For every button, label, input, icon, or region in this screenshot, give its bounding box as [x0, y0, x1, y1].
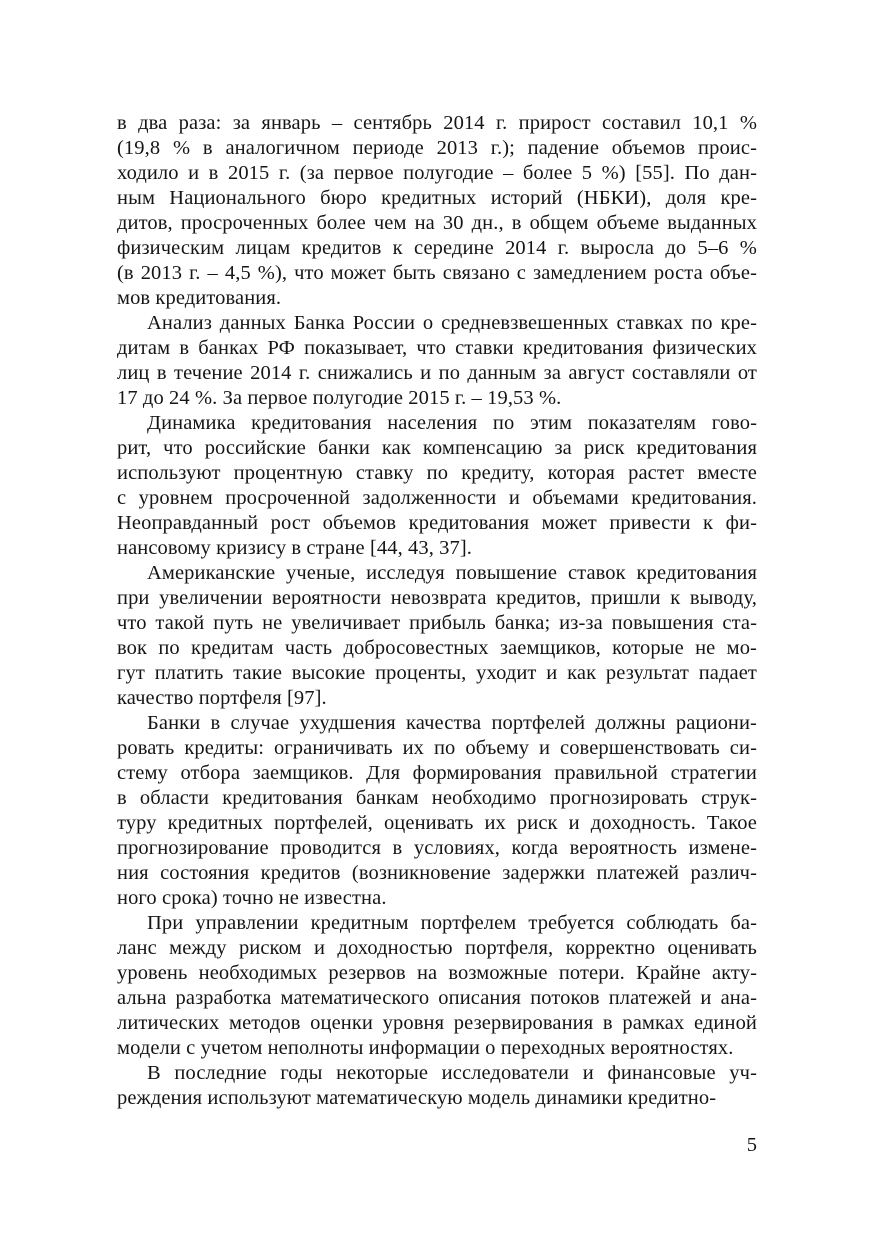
text-line: Анализ данных Банка России о средневзвешенных ставках по кре- [147, 312, 757, 334]
text-line: ровать кредиты: ограничивать их по объему и совершенствовать си- [117, 737, 757, 759]
text-line: рит, что российские банки как компенсацию за риск кредитования [117, 437, 757, 459]
text-line: гут платить такие высокие проценты, уходит и как результат падает [117, 662, 757, 684]
text-line: в два раза: за январь – сентябрь 2014 г. прирост составил 10,1 % [117, 112, 757, 134]
text-line: прогнозирование проводится в условиях, когда вероятность измене- [117, 837, 757, 859]
text-line: ния состояния кредитов (возникновение задержки платежей различ- [117, 862, 757, 884]
text-line: уровень необходимых резервов на возможные потери. Крайне акту- [117, 962, 757, 984]
paragraph [117, 911, 757, 1061]
text-line: используют процентную ставку по кредиту, которая растет вместе [117, 462, 757, 484]
text-line: литических методов оценки уровня резервирования в рамках единой [117, 1012, 757, 1034]
text-line: Американские ученые, исследуя повышение ставок кредитования [147, 562, 757, 584]
text-line: вок по кредитам часть добросовестных заемщиков, которые не мо- [117, 637, 757, 659]
text-line: Неоправданный рост объемов кредитования может привести к фи- [117, 512, 757, 534]
text-line: ным Национального бюро кредитных историй (НБКИ), доля кре- [117, 187, 757, 209]
text-line: качество портфеля [97]. [117, 687, 327, 709]
text-line: с уровнем просроченной задолженности и объемами кредитования. [117, 487, 757, 509]
text-line: реждения используют математическую модель динамики кредитно- [117, 1087, 717, 1109]
text-line: (в 2013 г. – 4,5 %), что может быть связано с замедлением роста объе- [117, 262, 757, 284]
text-line: в области кредитования банкам необходимо прогнозировать струк- [117, 787, 757, 809]
text-line: ланс между риском и доходностью портфеля, корректно оценивать [117, 937, 757, 959]
paragraph [117, 411, 757, 561]
text-line: физическим лицам кредитов к середине 2014 г. выросла до 5–6 % [117, 237, 757, 259]
text-line: что такой путь не увеличивает прибыль банка; из-за повышения ста- [117, 612, 757, 634]
text-line: при увеличении вероятности невозврата кредитов, пришли к выводу, [117, 587, 757, 609]
text-line: дитам в банках РФ показывает, что ставки кредитования физических [117, 337, 757, 359]
page-number: 5 [746, 1134, 757, 1156]
text-line: альна разработка математического описания потоков платежей и ана- [117, 987, 757, 1009]
text-line: ходило и в 2015 г. (за первое полугодие – более 5 %) [55]. По дан- [117, 162, 757, 184]
text-line: туру кредитных портфелей, оценивать их риск и доходность. Такое [117, 812, 757, 834]
text-line: (19,8 % в аналогичном периоде 2013 г.); падение объемов проис- [117, 137, 757, 159]
paragraph [117, 311, 757, 411]
text-line: Динамика кредитования населения по этим показателям гово- [147, 412, 757, 434]
text-line: дитов, просроченных более чем на 30 дн., в общем объеме выданных [117, 212, 757, 234]
text-line: ного срока) точно не известна. [117, 887, 387, 909]
text-line: Банки в случае ухудшения качества портфелей должны рациони- [147, 712, 757, 734]
text-line: При управлении кредитным портфелем требуется соблюдать ба- [147, 912, 757, 934]
text-line: мов кредитования. [117, 287, 282, 309]
text-line: В последние годы некоторые исследователи и финансовые уч- [147, 1062, 757, 1084]
text-line: модели с учетом неполноты информации о переходных вероятностях. [117, 1037, 734, 1059]
text-line: лиц в течение 2014 г. снижались и по данным за август составляли от [117, 362, 757, 384]
text-line: стему отбора заемщиков. Для формирования правильной стратегии [117, 762, 757, 784]
text-line: 17 до 24 %. За первое полугодие 2015 г. – 19,53 %. [117, 387, 562, 409]
paragraph [117, 561, 757, 711]
paragraph [117, 111, 757, 311]
paragraph [117, 1061, 757, 1111]
paragraph [117, 711, 757, 911]
page-text-block [117, 111, 757, 1111]
text-line: нансовому кризису в стране [44, 43, 37]. [117, 537, 473, 559]
